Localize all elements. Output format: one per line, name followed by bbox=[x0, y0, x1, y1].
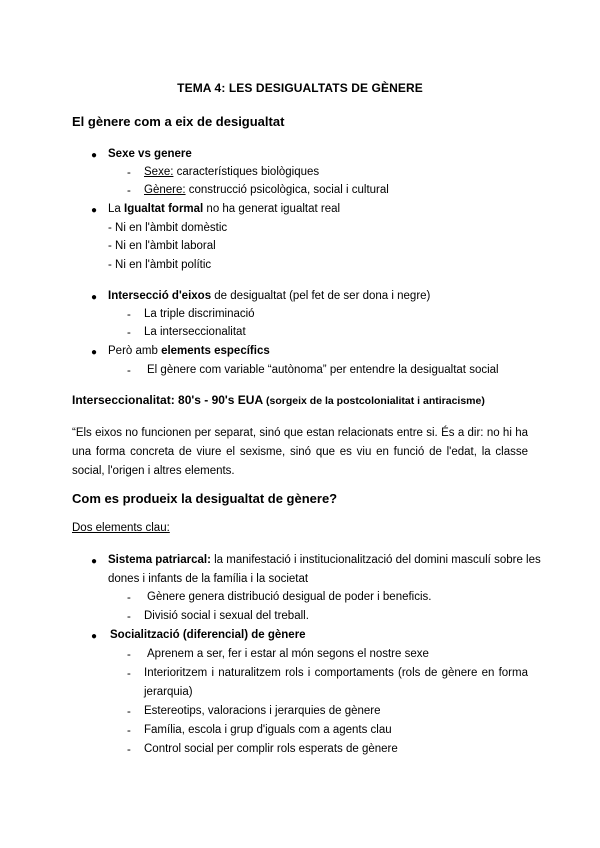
bold-text: Igualtat formal bbox=[124, 203, 204, 215]
dash-icon: - bbox=[127, 167, 131, 179]
list-item: Control social per complir rols esperats de gènere bbox=[144, 743, 398, 755]
dash-icon: - bbox=[127, 185, 131, 197]
dash-icon: - bbox=[127, 592, 131, 604]
bullet-icon: ● bbox=[91, 150, 98, 161]
bullet-igualtat-formal bbox=[108, 203, 340, 215]
sub-genere bbox=[144, 184, 389, 196]
bullet-icon: ● bbox=[91, 556, 98, 567]
list-item: Interioritzem i naturalitzem rols i comportaments (rols de gènere en forma bbox=[144, 667, 528, 679]
bullet-icon: ● bbox=[91, 631, 98, 642]
bold-text: Sistema patriarcal: bbox=[108, 554, 211, 566]
bullet-continuation: dones i infants de la família i la societat bbox=[108, 573, 309, 585]
text: no ha generat igualtat real bbox=[203, 203, 341, 215]
bullet-socialitzacio: Socialització (diferencial) de gènere bbox=[110, 629, 306, 641]
bullet-sistema-patriarcal bbox=[108, 554, 541, 566]
term-genere: Gènere: bbox=[144, 184, 186, 196]
sub-sexe bbox=[144, 166, 319, 178]
text: de desigualtat (pel fet de ser dona i negre) bbox=[211, 290, 431, 302]
list-item: Gènere genera distribució desigual de poder i beneficis. bbox=[147, 591, 432, 603]
list-item: Estereotips, valoracions i jerarquies de gènere bbox=[144, 705, 381, 717]
list-item: Aprenem a ser, fer i estar al món segons el nostre sexe bbox=[147, 648, 429, 660]
bullet-icon: ● bbox=[91, 292, 98, 303]
heading-main: Interseccionalitat: 80's - 90's EUA bbox=[72, 393, 264, 407]
dash-icon: - bbox=[127, 668, 131, 680]
term-genere-desc: construcció psicològica, social i cultural bbox=[185, 184, 389, 196]
list-item: La interseccionalitat bbox=[144, 326, 246, 338]
bold-text: elements específics bbox=[161, 345, 270, 357]
section3-heading: Com es produeix la desigualtat de gènere? bbox=[72, 491, 338, 506]
text: Però amb bbox=[108, 345, 162, 357]
interseccionalitat-paragraph: “Els eixos no funcionen per separat, sinó que estan relacionats entre si. És a dir: no hi ha una forma concreta de viure el sexisme, sinó que es viu en funció de l'edat, la classe social, l'origen i altres elements. bbox=[72, 427, 528, 477]
term-sexe-desc: característiques biològiques bbox=[173, 166, 320, 178]
list-item-continuation: jerarquia) bbox=[144, 686, 193, 698]
bullet-interseccio bbox=[108, 290, 430, 302]
dash-icon: - bbox=[127, 725, 131, 737]
list-item: - Ni en l'àmbit domèstic bbox=[108, 222, 228, 234]
text: la manifestació i institucionalització del domini masculí sobre les bbox=[210, 554, 541, 566]
section2-heading bbox=[72, 393, 485, 407]
list-item: Família, escola i grup d'iguals com a agents clau bbox=[144, 724, 392, 736]
dash-icon: - bbox=[127, 744, 131, 756]
bold-text: Intersecció d'eixos bbox=[108, 290, 212, 302]
dash-icon: - bbox=[127, 649, 131, 661]
text: La bbox=[108, 203, 124, 215]
bullet-sexe-vs-genere: Sexe vs genere bbox=[108, 148, 192, 160]
heading-small: (sorgeix de la postcolonialitat i antiracisme) bbox=[263, 395, 485, 407]
subheading-dos-elements: Dos elements clau: bbox=[72, 522, 170, 534]
list-item: Divisió social i sexual del treball. bbox=[144, 610, 309, 622]
bullet-elements-especifics bbox=[108, 345, 270, 357]
list-item: El gènere com variable “autònoma” per entendre la desigualtat social bbox=[147, 364, 499, 376]
list-item: - Ni en l'àmbit laboral bbox=[108, 240, 216, 252]
document-title: TEMA 4: LES DESIGUALTATS DE GÈNERE bbox=[177, 81, 423, 95]
bullet-icon: ● bbox=[91, 347, 98, 358]
dash-icon: - bbox=[127, 365, 131, 377]
dash-icon: - bbox=[127, 327, 131, 339]
dash-icon: - bbox=[127, 611, 131, 623]
term-sexe: Sexe: bbox=[144, 166, 174, 178]
section1-heading: El gènere com a eix de desigualtat bbox=[72, 114, 285, 129]
list-item: - Ni en l'àmbit polític bbox=[108, 259, 212, 271]
dash-icon: - bbox=[127, 706, 131, 718]
dash-icon: - bbox=[127, 309, 131, 321]
bullet-icon: ● bbox=[91, 205, 98, 216]
list-item: La triple discriminació bbox=[144, 308, 255, 320]
